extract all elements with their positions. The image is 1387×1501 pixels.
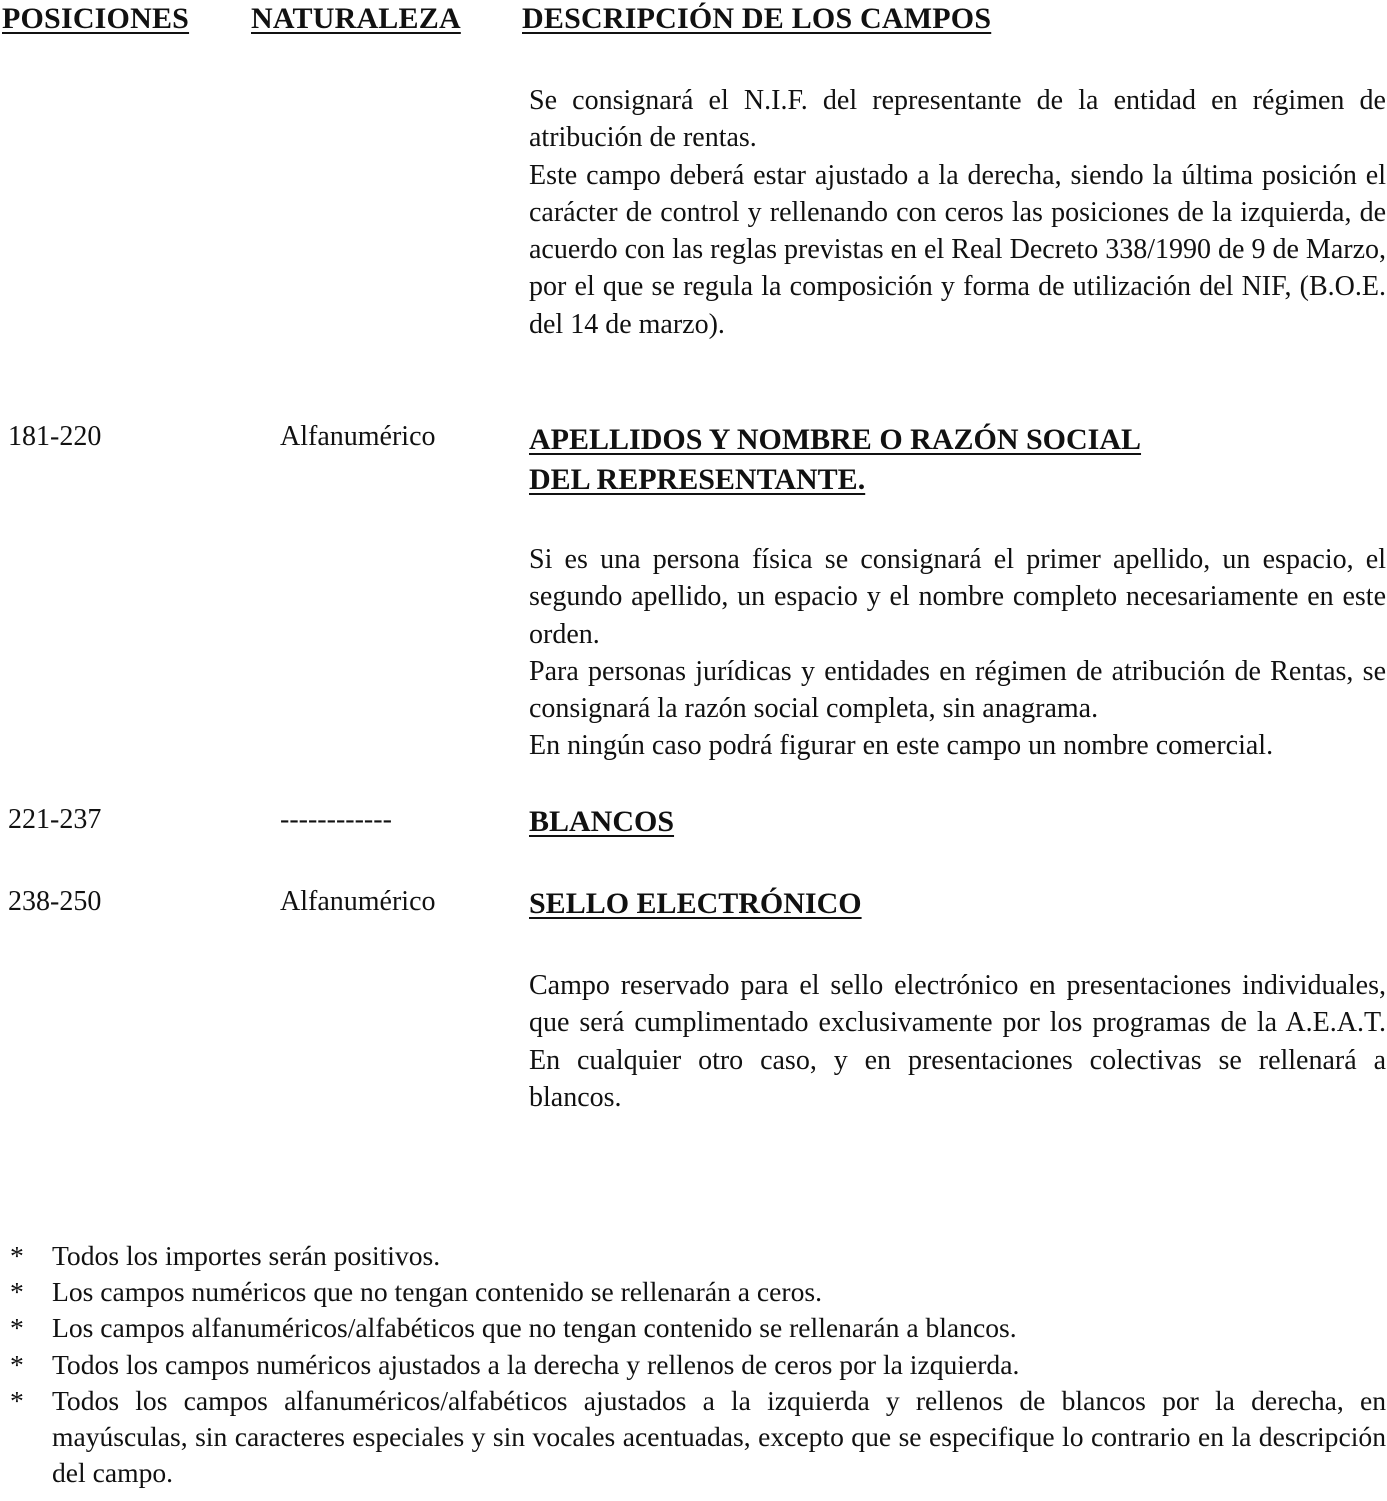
- nif-description: [529, 82, 1386, 343]
- field-title-line-2: DEL REPRESENTANTE.: [529, 463, 866, 496]
- note-item: [10, 1310, 1386, 1346]
- field-title-line-1: SELLO ELECTRÓNICO: [529, 887, 862, 920]
- field-title-blancos: [529, 802, 674, 842]
- field-positions-181-220: 181-220: [8, 421, 102, 452]
- sello-description-p1: Campo reservado para el sello electrónico en presentaciones individuales, que será cumplimentado exclusivamente por los programas de la A.E.A.T. En cualquier otro caso, y en presentaciones colectivas se rellenará a blancos.: [529, 970, 1386, 1113]
- field-positions-221-237: 221-237: [8, 804, 102, 835]
- note-text: Los campos numéricos que no tengan contenido se rellenarán a ceros.: [52, 1276, 823, 1308]
- header-nature: NATURALEZA: [251, 2, 461, 35]
- header-positions: POSICIONES: [2, 2, 190, 35]
- field-nature-238-250: Alfanumérico: [280, 886, 436, 917]
- note-item: [10, 1238, 1386, 1274]
- asterisk-bullet: *: [10, 1240, 24, 1271]
- field-nature-221-237: ------------: [280, 804, 392, 835]
- field-nature-181-220: Alfanumérico: [280, 421, 436, 452]
- sello-electronico-description: [529, 967, 1386, 1116]
- asterisk-bullet: *: [10, 1384, 24, 1416]
- note-text: Todos los campos numéricos ajustados a la derecha y rellenos de ceros por la izquierda.: [52, 1348, 1020, 1380]
- apellidos-description-p1: Si es una persona física se consignará el primer apellido, un espacio, el segundo apellido, un espacio y el nombre completo necesariamente en este orden.: [529, 544, 1386, 650]
- apellidos-nombre-description: [529, 541, 1386, 765]
- field-title-line-1: APELLIDOS Y NOMBRE O RAZÓN SOCIAL: [529, 423, 1142, 456]
- nif-description-p2: Este campo deberá estar ajustado a la derecha, siendo la última posición el carácter de control y rellenando con ceros las posiciones de la izquierda, de acuerdo con las reglas previstas en el Real Decreto 338/1990 de 9 de Marzo, por el que se regula la composición y forma de utilización del NIF, (B.O.E. del 14 de marzo).: [529, 159, 1386, 340]
- nif-description-p1: Se consignará el N.I.F. del representante de la entidad en régimen de atribución de rentas.: [529, 85, 1386, 154]
- note-item: [10, 1383, 1386, 1492]
- apellidos-description-p3: En ningún caso podrá figurar en este campo un nombre comercial.: [529, 730, 1274, 762]
- note-text: Todos los importes serán positivos.: [52, 1240, 441, 1271]
- asterisk-bullet: *: [10, 1312, 24, 1344]
- field-title-apellidos-nombre: [529, 420, 1141, 500]
- note-item: [10, 1347, 1386, 1383]
- note-text: Todos los campos alfanuméricos/alfabéticos ajustados a la izquierda y rellenos de blancos por la derecha, en mayúsculas, sin caracteres especiales y sin vocales acentuadas, excepto que se especifique lo contrario en la descripción del campo.: [52, 1384, 1386, 1489]
- general-notes: [10, 1238, 1386, 1491]
- asterisk-bullet: *: [10, 1348, 24, 1380]
- apellidos-description-p2: Para personas jurídicas y entidades en régimen de atribución de Rentas, se consignará la razón social completa, sin anagrama.: [529, 655, 1386, 725]
- header-description: DESCRIPCIÓN DE LOS CAMPOS: [522, 2, 992, 35]
- note-item: [10, 1274, 1386, 1310]
- field-title-sello-electronico: [529, 884, 862, 924]
- note-text: Los campos alfanuméricos/alfabéticos que no tengan contenido se rellenarán a blancos.: [52, 1312, 1017, 1344]
- field-title-line-1: BLANCOS: [529, 805, 675, 838]
- asterisk-bullet: *: [10, 1276, 24, 1308]
- field-positions-238-250: 238-250: [8, 886, 102, 917]
